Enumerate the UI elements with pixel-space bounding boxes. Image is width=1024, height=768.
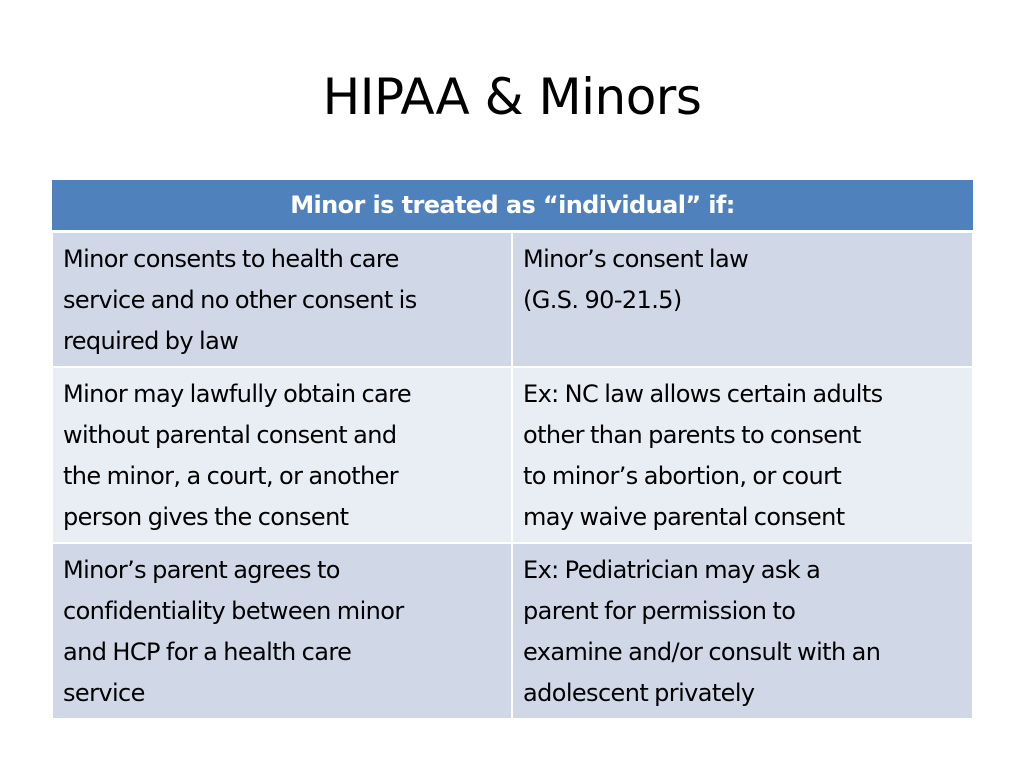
condition-cell xyxy=(52,367,512,543)
table-row xyxy=(52,543,973,719)
condition-cell xyxy=(52,543,512,719)
condition-cell xyxy=(52,232,512,368)
table-row xyxy=(52,232,973,368)
minor-individual-table xyxy=(51,180,974,720)
cell-line: other than parents to consent xyxy=(523,421,861,449)
cell-line: Ex: Pediatrician may ask a xyxy=(523,556,821,584)
cell-line: service and no other consent is xyxy=(63,286,417,314)
slide-title: HIPAA & Minors xyxy=(322,68,702,126)
cell-line: Minor’s parent agrees to xyxy=(63,556,340,584)
cell-line: Minor consents to health care xyxy=(63,245,399,273)
example-cell xyxy=(512,543,973,719)
cell-line: confidentiality between minor xyxy=(63,597,404,625)
cell-line: may waive parental consent xyxy=(523,503,845,531)
table-container xyxy=(51,180,972,711)
table-row xyxy=(52,367,973,543)
cell-line: Ex: NC law allows certain adults xyxy=(523,380,883,408)
example-cell xyxy=(512,232,973,368)
cell-line: adolescent privately xyxy=(523,679,755,707)
cell-line: Minor may lawfully obtain care xyxy=(63,380,412,408)
cell-line: to minor’s abortion, or court xyxy=(523,462,842,490)
cell-line: required by law xyxy=(63,327,239,355)
cell-line: the minor, a court, or another xyxy=(63,462,399,490)
cell-line: without parental consent and xyxy=(63,421,397,449)
cell-line: person gives the consent xyxy=(63,503,349,531)
cell-line: parent for permission to xyxy=(523,597,796,625)
cell-line: Minor’s consent law xyxy=(523,245,749,273)
table-header: Minor is treated as “individual” if: xyxy=(52,180,973,232)
cell-line: (G.S. 90-21.5) xyxy=(523,286,682,314)
cell-line: service xyxy=(63,679,145,707)
cell-line: examine and/or consult with an xyxy=(523,638,881,666)
cell-line: and HCP for a health care xyxy=(63,638,352,666)
example-cell xyxy=(512,367,973,543)
